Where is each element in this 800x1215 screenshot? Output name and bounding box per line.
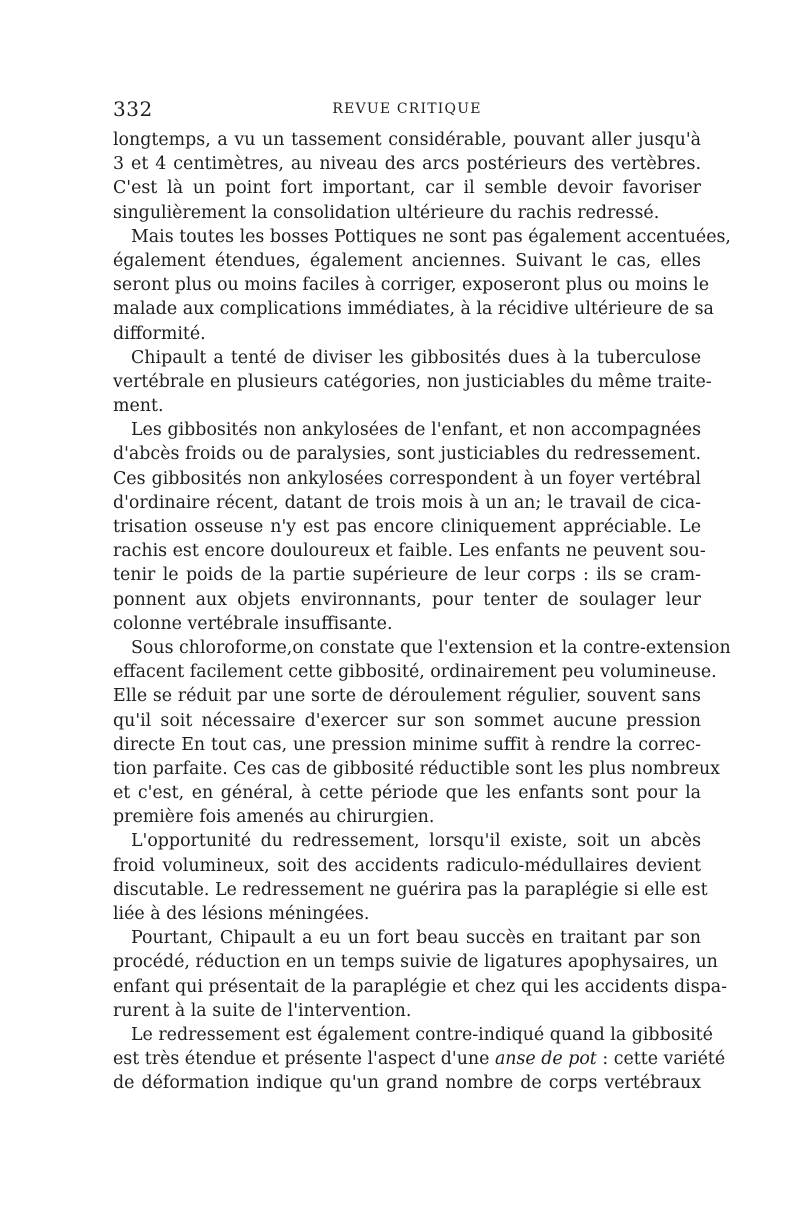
text-line: longtemps, a vu un tassement considérable, pouvant aller jusqu'à [113, 130, 701, 150]
paragraph [113, 128, 701, 225]
text-line: singulièrement la consolidation ultérieure du rachis redressé. [113, 202, 660, 223]
text-line: procédé, réduction en un temps suivie de ligatures apophysaires, un [113, 952, 718, 973]
text-line: 3 et 4 centimètres, au niveau des arcs postérieurs des vertèbres. [113, 154, 701, 175]
text-line: tion parfaite. Ces cas de gibbosité réductible sont les plus nombreux [113, 758, 720, 779]
paragraph [113, 225, 731, 346]
text-line: Les gibbosités non ankylosées de l'enfant, et non accompagnées [131, 420, 701, 441]
running-title: REVUE CRITIQUE [332, 101, 482, 117]
text-line: rachis est encore douloureux et faible. Les enfants ne peuvent sou- [113, 541, 706, 562]
text-line: malade aux complications immédiates, à la récidive ultérieure de sa [113, 299, 714, 320]
text-line: Mais toutes les bosses Pottiques ne sont pas également accentuées, [131, 226, 731, 247]
text-line: Elle se réduit par une sorte de déroulement régulier, souvent sans [113, 686, 701, 707]
running-head [113, 97, 701, 123]
text-line: colonne vertébrale insuffisante. [113, 613, 393, 634]
text-line: rurent à la suite de l'intervention. [113, 1000, 412, 1021]
paragraph [113, 346, 712, 419]
text-line: discutable. Le redressement ne guérira pas la paraplégie si elle est [113, 879, 708, 900]
text-line: Le redressement est également contre-indiqué quand la gibbosité [131, 1024, 713, 1045]
text-line: seront plus ou moins faciles à corriger, exposeront plus ou moins le [113, 275, 710, 296]
text-line: effacent facilement cette gibbosité, ordinairement peu volumineuse. [113, 662, 717, 683]
text-line: Ces gibbosités non ankylosées correspondent à un foyer vertébral [113, 468, 701, 489]
paragraph [113, 829, 708, 926]
text-line: difformité. [113, 323, 206, 344]
text-line: est très étendue et présente l'aspect d'une anse de pot : cette variété [113, 1049, 726, 1070]
page-number: 332 [113, 97, 153, 121]
text-line: d'abcès froids ou de paralysies, sont justiciables du redressement. [113, 444, 701, 465]
paragraph [113, 418, 706, 636]
text-line: froid volumineux, soit des accidents radiculo-médullaires devient [113, 855, 701, 876]
text-line: Pourtant, Chipault a eu un fort beau succès en traitant par son [131, 928, 701, 949]
text-line: également étendues, également anciennes. Suivant le cas, elles [113, 250, 701, 271]
paragraph [113, 1023, 726, 1096]
text-line: qu'il soit nécessaire d'exercer sur son sommet aucune pression [113, 710, 701, 731]
emphasized-term: anse de pot [494, 1049, 597, 1070]
body-text [113, 128, 731, 1096]
text-line: trisation osseuse n'y est pas encore cliniquement appréciable. Le [113, 517, 701, 537]
text-line: ment. [113, 396, 164, 417]
text-line: L'opportunité du redressement, lorsqu'il existe, soit un abcès [131, 831, 701, 852]
text-line: liée à des lésions méningées. [113, 904, 370, 924]
text-line: de déformation indique qu'un grand nombre de corps vertébraux [113, 1073, 701, 1094]
text-line: Chipault a tenté de diviser les gibbosités dues à la tuberculose [131, 347, 701, 368]
text-line: enfant qui présentait de la paraplégie et chez qui les accidents dispa- [113, 976, 728, 997]
text-line: C'est là un point fort important, car il semble devoir favoriser [113, 178, 701, 199]
text-line: première fois amenés au chirurgien. [113, 807, 435, 828]
text-line: et c'est, en général, à cette période que les enfants sont pour la [113, 783, 701, 804]
paragraph [113, 926, 728, 1023]
text-line: ponnent aux objets environnants, pour tenter de soulager leur [113, 589, 701, 610]
text-line: Sous chloroforme,on constate que l'extension et la contre-extension [131, 637, 731, 658]
text-line: d'ordinaire récent, datant de trois mois à un an; le travail de cica- [113, 492, 701, 513]
text-line: vertébrale en plusieurs catégories, non justiciables du même traite- [113, 371, 712, 392]
text-line: directe En tout cas, une pression minime suffit à rendre la correc- [113, 734, 701, 755]
paragraph [113, 636, 731, 830]
text-line: tenir le poids de la partie supérieure de leur corps : ils se cram- [113, 565, 701, 586]
